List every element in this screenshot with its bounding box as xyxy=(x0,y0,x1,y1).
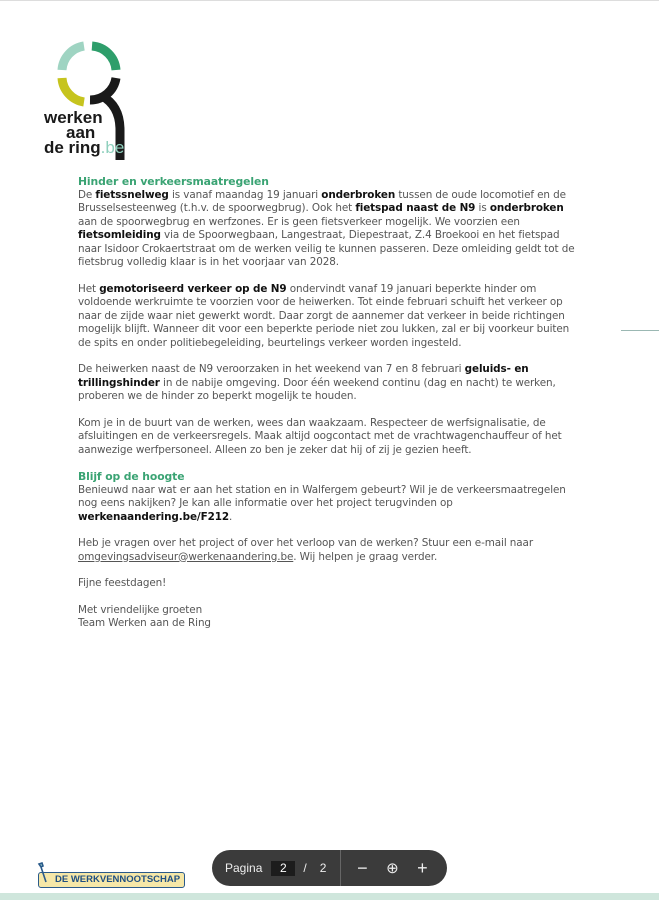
page-bottom-strip xyxy=(0,893,659,900)
zoom-out-button[interactable]: − xyxy=(357,857,368,878)
brand-text: DE WERKVENNOOTSCHAP xyxy=(38,872,185,888)
logo-suffix: .be xyxy=(100,138,125,157)
text-run: is xyxy=(475,202,490,214)
bold-phrase: onderbroken xyxy=(489,202,564,214)
page-edge-marker xyxy=(621,330,659,331)
logo-line-2: aan xyxy=(66,123,96,142)
closing-line-2: Team Werken aan de Ring xyxy=(78,617,211,629)
zoom-in-button[interactable]: + xyxy=(417,857,428,878)
pdf-toolbar xyxy=(212,850,447,886)
toolbar-divider xyxy=(340,850,341,886)
paragraph-heiwerken xyxy=(78,363,583,404)
text-run: in de nabije omgeving. Door één weekend continu (dag en nacht) te werken, proberen we de hinder zo beperkt mogelijk te houden. xyxy=(78,376,556,402)
bold-phrase: gemotoriseerd verkeer op de N9 xyxy=(99,282,287,295)
bold-phrase: geluids- en trillingshinder xyxy=(78,363,529,389)
bold-phrase: fietssnelweg xyxy=(95,188,169,201)
text-run: Kom je in de buurt van de werken, wees dan waakzaam. Respecteer de werfsignalisatie, de afsluitingen en de verkeersregels. Maak altijd oogcontact met de vrachtwagenchauffeur of het aanwezige werfpersoneel. Alleen zo ben je zeker dat hij of zij je gezien heeft. xyxy=(78,416,562,456)
text-run: De heiwerken naast de N9 veroorzaken in het weekend van 7 en 8 februari xyxy=(78,363,465,375)
contact-text-end: . Wij helpen je graag verder. xyxy=(293,550,438,563)
page-separator: / xyxy=(303,861,307,875)
closing-line-1: Met vriendelijke groeten xyxy=(78,603,203,616)
text-run: via de Spoorwegbaan, Langestraat, Diepestraat, Z.4 Broekooi en het fietspad naar Isidoor Crokaertstraat om de werken veilig te kunnen passeren. Deze omleiding geldt tot de fietsbrug volledig klaar is in het voorjaar van 2028. xyxy=(78,229,575,268)
werkvennootschap-logo xyxy=(30,862,181,890)
total-pages: 2 xyxy=(319,861,327,875)
heading-blijf-op-de-hoogte: Blijf op de hoogte xyxy=(78,470,185,483)
email-link[interactable]: omgevingsadviseur@werkenaandering.be xyxy=(78,550,294,563)
text-run: . xyxy=(229,510,233,523)
paragraph-gemotoriseerd xyxy=(78,283,583,351)
text-run: tussen de oude locomotief en de Brusselsesteenweg (t.h.v. de spoorwegbrug). Ook het xyxy=(78,188,566,214)
page-number-input[interactable]: 2 xyxy=(271,861,295,876)
bold-phrase: fietspad naast de N9 xyxy=(355,202,476,214)
text-run: aan de spoorwegbrug en werfzones. Er is geen fietsverkeer mogelijk. We voorzien een xyxy=(78,215,520,228)
logo-line-1: werken xyxy=(44,108,103,127)
paragraph-waakzaam xyxy=(78,417,583,458)
text-run: De xyxy=(78,188,96,201)
shovel-icon xyxy=(36,862,48,886)
text-run: ondervindt vanaf 19 januari beperkte hinder om voldoende werkruimte te voorzien voor de heiwerken. Tot einde februari schuift het verkeer op naar de zijde waar niet gewerkt wordt. Daar zorgt de aannemer dat verkeer in beide richtingen mogelijk blijft. Wanneer dit voor een beperkte periode niet zou lukken, zal er bij voorkeur buiten de spits en onder politiebegeleiding, beurtelings verkeer worden ingesteld. xyxy=(78,282,570,349)
logo-line-3: de ring xyxy=(44,138,101,157)
logo-wordmark xyxy=(44,110,124,155)
text-run: Benieuwd naar wat er aan het station en in Walfergem gebeurt? Wil je de verkeersmaatregelen nog eens nakijken? Je kan alle informatie over het project terugvinden op xyxy=(78,483,566,509)
page-top-border xyxy=(0,0,659,1)
heading-hinder: Hinder en verkeersmaatregelen xyxy=(78,175,269,188)
page-label: Pagina xyxy=(225,861,263,875)
paragraph-website xyxy=(78,484,583,525)
bold-phrase: onderbroken xyxy=(321,188,396,201)
contact-text: Heb je vragen over het project of over het verloop van de werken? Stuur een e-mail naar xyxy=(78,537,533,549)
document-body xyxy=(78,175,583,631)
bold-phrase: werkenaandering.be/F212 xyxy=(78,510,229,523)
bold-phrase: fietsomleiding xyxy=(78,229,161,241)
text-run: Het xyxy=(78,282,100,295)
text-run: is vanaf maandag 19 januari xyxy=(168,188,322,201)
zoom-icon[interactable]: ⊕ xyxy=(386,860,399,877)
greeting: Fijne feestdagen! xyxy=(78,577,167,589)
paragraph-fietssnelweg xyxy=(78,189,583,270)
paragraph-contact xyxy=(78,537,583,564)
